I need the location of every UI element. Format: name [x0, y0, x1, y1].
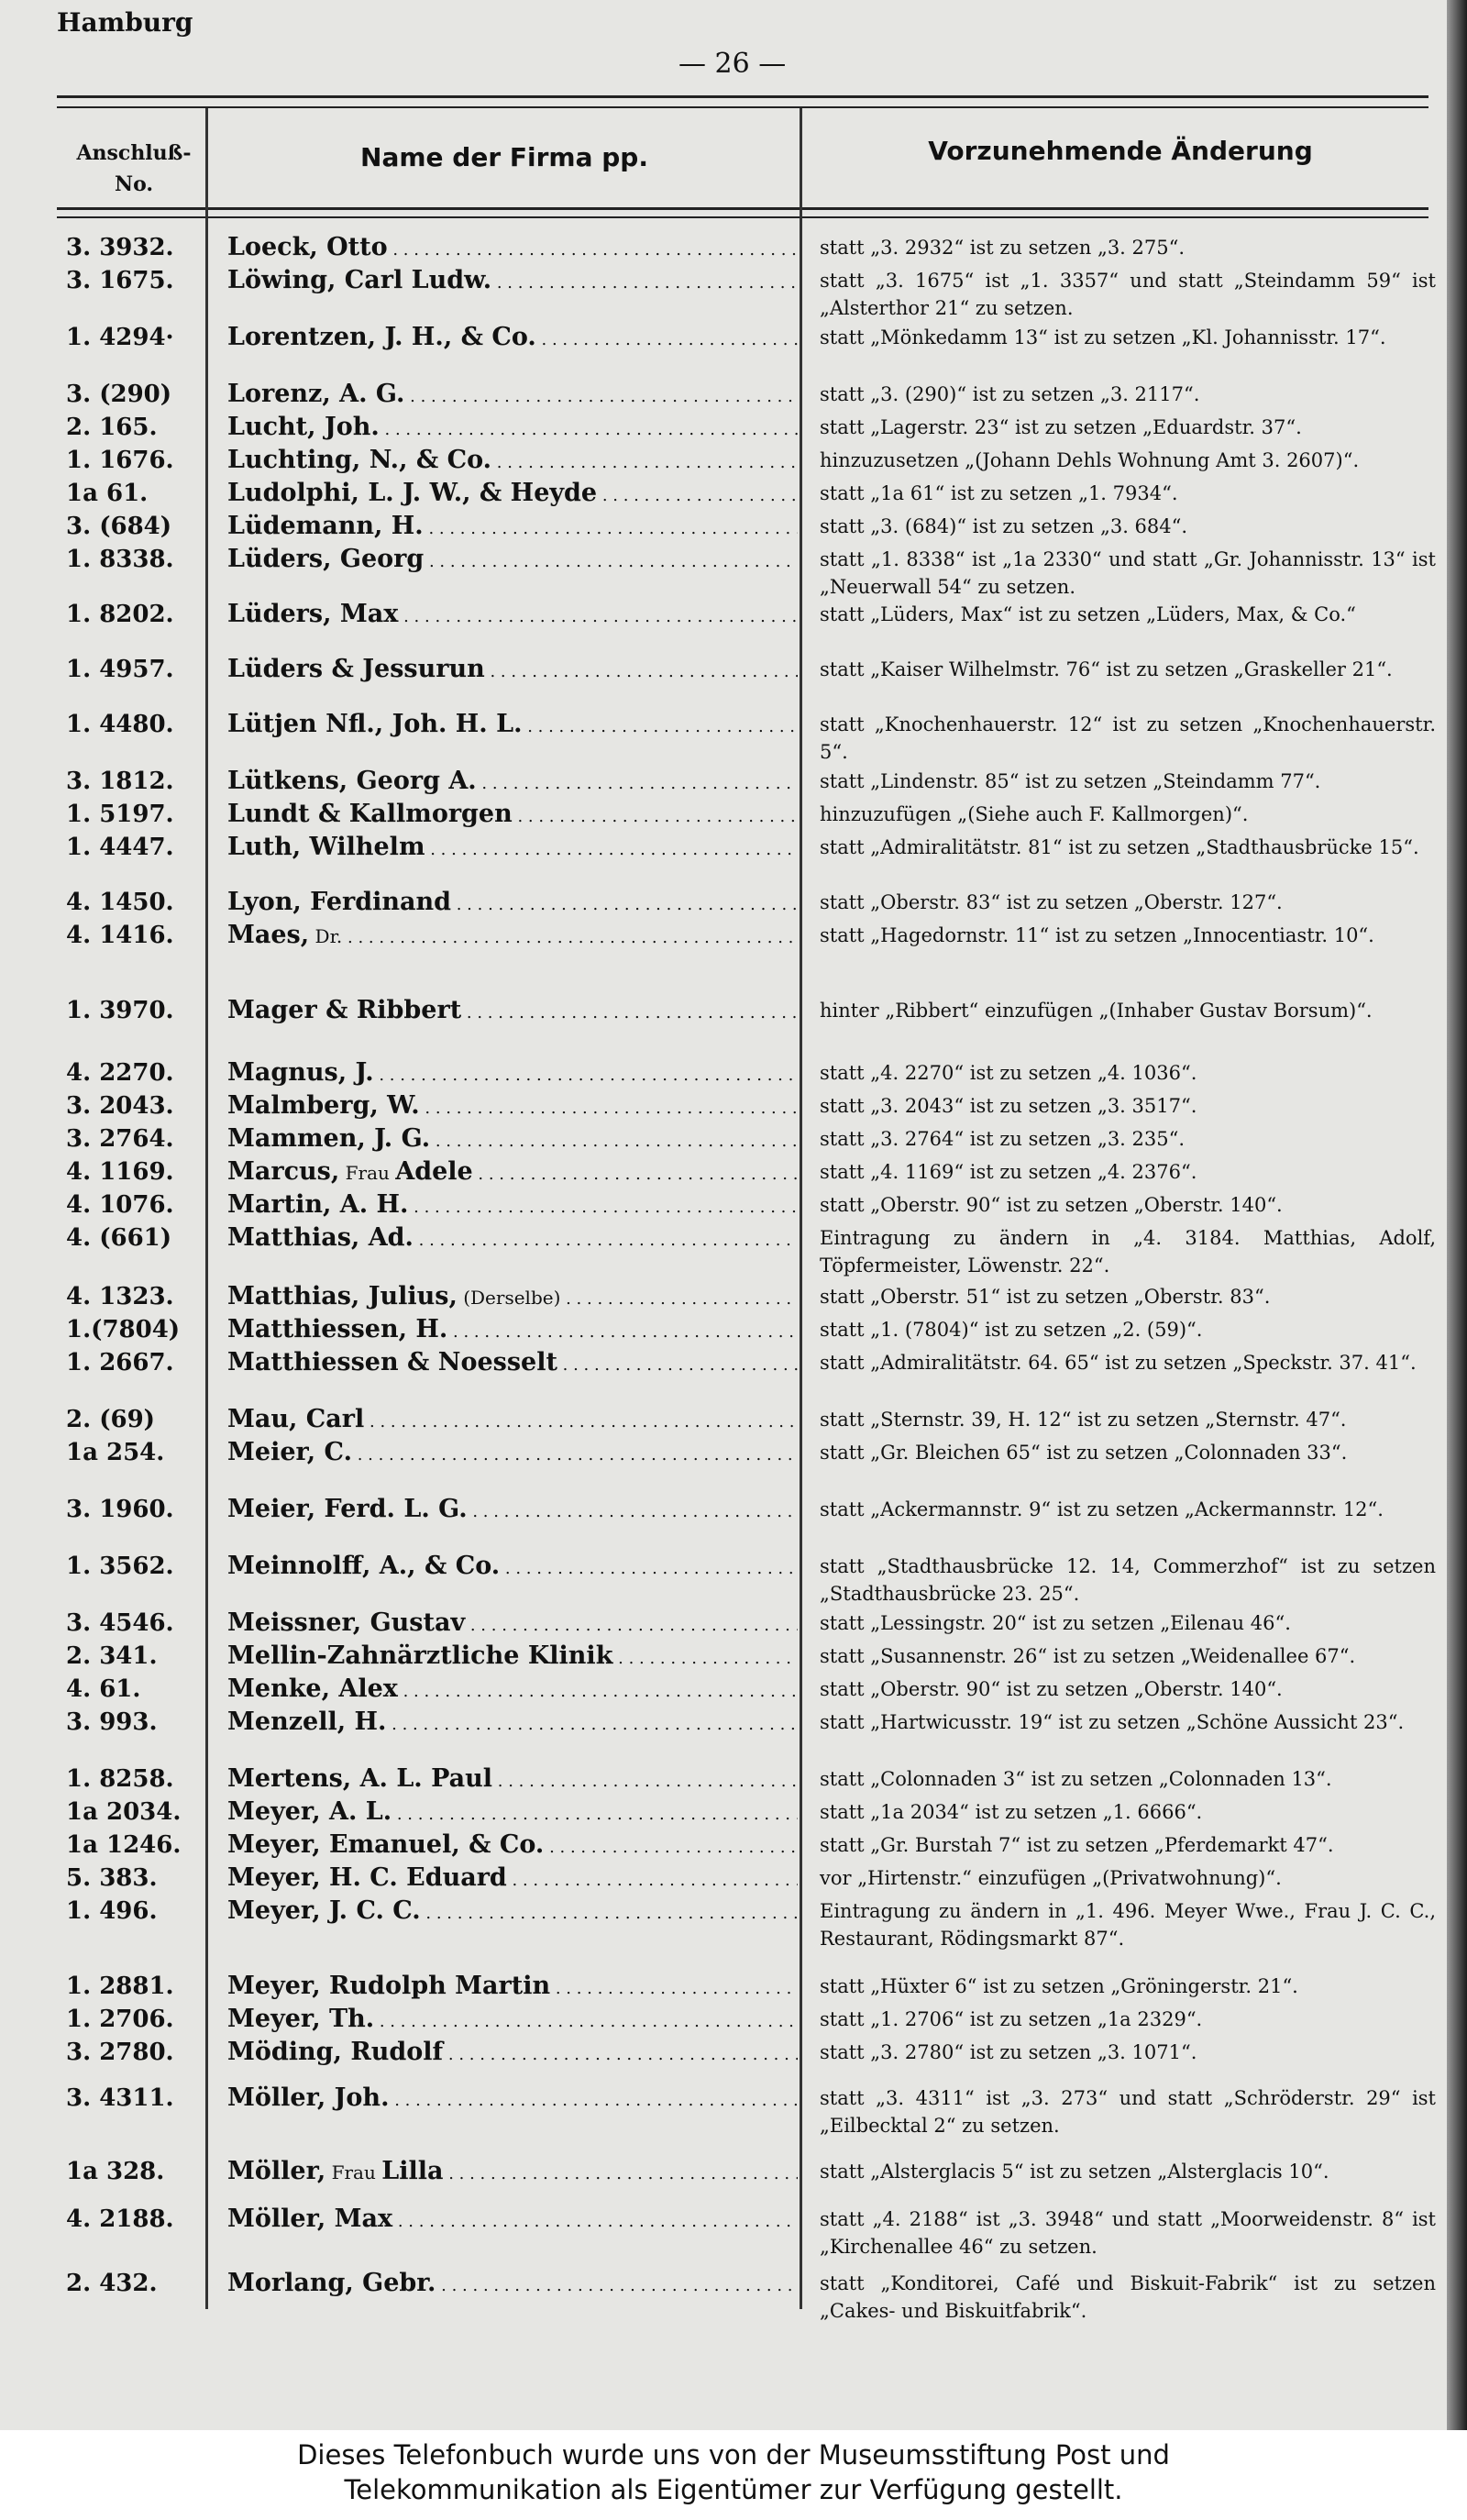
entry-change: statt „3. 2764“ ist zu setzen „3. 235“. [820, 1128, 1186, 1150]
entry-name-extra: Frau [339, 1162, 396, 1184]
entry-name-main: Meier, C. [227, 1438, 352, 1466]
entry-number: 1. 1676. [66, 447, 174, 474]
entry-name [227, 1829, 798, 1864]
entry-name [227, 1346, 798, 1382]
entry-change: statt „4. 2188“ ist „3. 3948“ und statt „Moorweidenstr. 8“ ist „Kirchenallee 46“ zu setzen. [820, 2208, 1436, 2258]
entry-change: statt „Lindenstr. 85“ ist zu setzen „Steindamm 77“. [820, 770, 1321, 792]
entry-number: 1a 328. [66, 2158, 165, 2185]
entry-name [227, 831, 798, 867]
entry-name [227, 2082, 798, 2117]
entry-number: 1a 61. [66, 480, 149, 507]
entry-change: statt „Lessingstr. 20“ ist zu setzen „Eilenau 46“. [820, 1612, 1291, 1634]
entry-name-extra: Frau [325, 2161, 382, 2183]
entry-name [227, 994, 798, 1030]
entry-change: statt „Konditorei, Café und Biskuit-Fabrik“ ist zu setzen „Cakes- und Biskuitfabrik“. [820, 2272, 1436, 2322]
entry-number: 1. 2881. [66, 1973, 174, 2000]
entry-name [227, 1706, 798, 1741]
entry-number: 1. 3970. [66, 997, 174, 1024]
entry-name [227, 1493, 798, 1529]
column-header-change: Vorzunehmende Änderung [928, 136, 1313, 166]
entry-name-main: Menzell, H. [227, 1708, 387, 1736]
entry-change: statt „Knochenhauerstr. 12“ ist zu setzen „Knochenhauerstr. 5“. [820, 713, 1436, 763]
entry-name [227, 2203, 798, 2238]
entry-name [227, 444, 798, 480]
footer-notice [0, 2430, 1467, 2520]
entry-name-main: Morlang, Gebr. [227, 2269, 436, 2297]
entry-number: 2. 432. [66, 2270, 158, 2297]
entry-name-main: Meier, Ferd. L. G. [227, 1495, 468, 1523]
entry-name [227, 2267, 798, 2303]
entry-name-main: Möding, Rudolf [227, 2038, 444, 2066]
entry-name [227, 543, 798, 579]
entry-change: statt „Stadthausbrücke 12. 14, Commerzhof“ ist zu setzen „Stadthausbrücke 23. 25“. [820, 1555, 1436, 1605]
entry-name [227, 1056, 798, 1092]
entry-number: 3. 993. [66, 1708, 158, 1736]
entry-change: statt „3. 2043“ ist zu setzen „3. 3517“. [820, 1095, 1197, 1117]
entry-name-main: Mau, Carl [227, 1405, 365, 1433]
entry-change: statt „4. 1169“ ist zu setzen „4. 2376“. [820, 1161, 1197, 1183]
header-rule-inner [57, 216, 1428, 218]
entry-number: 1. 8202. [66, 601, 174, 628]
entry-name-main: Lorenz, A. G. [227, 380, 405, 408]
entry-name [227, 1188, 798, 1224]
entry-name-main: Mammen, J. G. [227, 1124, 431, 1153]
entry-number: 3. 2764. [66, 1125, 174, 1153]
entry-name [227, 510, 798, 546]
entry-name-main: Lüders, Georg [227, 545, 425, 573]
top-rule [57, 95, 1428, 98]
entry-number: 4. 1076. [66, 1191, 174, 1219]
entry-name [227, 1221, 798, 1257]
entry-name [227, 1970, 798, 2006]
entry-name-main: Maes, [227, 921, 310, 949]
entry-number: 3. 1960. [66, 1496, 174, 1523]
entry-number: 1. 5197. [66, 801, 174, 828]
entry-name-main: Lundt & Kallmorgen [227, 800, 513, 828]
entry-name [227, 2155, 798, 2191]
entry-name-main: Lüders & Jessurun [227, 655, 485, 683]
entry-change: statt „3. (684)“ ist zu setzen „3. 684“. [820, 515, 1188, 537]
entry-name-main: Meyer, H. C. Eduard [227, 1863, 507, 1892]
column-divider-2 [800, 108, 802, 2309]
entry-number: 4. (661) [66, 1224, 172, 1252]
entry-name [227, 411, 798, 447]
entry-number: 4. 1416. [66, 922, 174, 949]
entry-name [227, 598, 798, 634]
entry-number: 1. 4957. [66, 656, 174, 683]
top-rule-inner [57, 106, 1428, 108]
entry-change: statt „1. (7804)“ ist zu setzen „2. (59)“. [820, 1319, 1203, 1341]
entry-number: 1a 2034. [66, 1798, 182, 1826]
entry-name-tail: Lilla [381, 2157, 444, 2185]
entry-name [227, 1122, 798, 1158]
entry-name [227, 477, 798, 513]
entry-change: Eintragung zu ändern in „4. 3184. Matthias, Adolf, Töpfermeister, Löwenstr. 22“. [820, 1227, 1436, 1277]
entry-name [227, 1155, 798, 1191]
entry-change: statt „Alsterglacis 5“ ist zu setzen „Alsterglacis 10“. [820, 2161, 1329, 2183]
entry-change: statt „3. 2932“ ist zu setzen „3. 275“. [820, 237, 1186, 259]
entry-name-main: Mager & Ribbert [227, 996, 462, 1024]
entry-change: statt „Oberstr. 51“ ist zu setzen „Oberstr. 83“. [820, 1286, 1271, 1308]
entry-name-main: Meyer, A. L. [227, 1797, 392, 1826]
entry-number: 2. (69) [66, 1406, 155, 1433]
entry-change: statt „1. 2706“ ist zu setzen „1a 2329“. [820, 2008, 1203, 2030]
entry-change: statt „Oberstr. 83“ ist zu setzen „Oberstr. 127“. [820, 891, 1283, 913]
city-heading: Hamburg [57, 7, 193, 38]
entry-number: 3. 3932. [66, 234, 174, 261]
column-divider-1 [205, 108, 208, 2309]
entry-number: 3. 4311. [66, 2084, 174, 2112]
entry-name-tail: Adele [395, 1157, 473, 1186]
entry-name-main: Lütkens, Georg A. [227, 767, 477, 795]
entry-number: 4. 1450. [66, 889, 174, 916]
entry-name [227, 321, 798, 357]
entry-number: 1. 3562. [66, 1553, 174, 1580]
entry-number: 1. 2706. [66, 2006, 174, 2033]
entry-number: 1. 8338. [66, 546, 174, 573]
entry-number: 1. 4447. [66, 834, 174, 861]
entry-name-main: Meyer, Th. [227, 2005, 375, 2033]
entry-name-main: Löwing, Carl Ludw. [227, 266, 492, 294]
entry-number: 3. 2780. [66, 2039, 174, 2066]
entry-name [227, 708, 798, 744]
entry-number: 1a 1246. [66, 1831, 182, 1859]
entry-name [227, 2003, 798, 2039]
entry-change: statt „Oberstr. 90“ ist zu setzen „Oberstr. 140“. [820, 1678, 1283, 1700]
entry-number: 1. 496. [66, 1897, 158, 1925]
entry-name [227, 919, 798, 955]
entry-number: 2. 165. [66, 414, 158, 441]
entry-number: 4. 1323. [66, 1283, 174, 1310]
entry-name-main: Menke, Alex [227, 1674, 398, 1703]
entry-name [227, 886, 798, 922]
entry-change: statt „1. 8338“ ist „1a 2330“ und statt „Gr. Johannisstr. 13“ ist „Neuerwall 54“ zu setzen. [820, 548, 1436, 598]
entry-number: 1. 4294· [66, 324, 174, 351]
entry-number: 4. 61. [66, 1675, 141, 1703]
entry-name [227, 1403, 798, 1439]
entry-name-main: Lütjen Nfl., Joh. H. L. [227, 710, 523, 738]
entry-name [227, 1862, 798, 1897]
entry-name-main: Lüders, Max [227, 600, 399, 628]
page-number: — 26 — [678, 48, 787, 80]
entry-change: hinzuzusetzen „(Johann Dehls Wohnung Amt 3. 2607)“. [820, 449, 1360, 471]
entry-change: statt „4. 2270“ ist zu setzen „4. 1036“. [820, 1062, 1197, 1084]
header-rule [57, 207, 1428, 210]
entry-name-extra: (Derselbe) [457, 1287, 561, 1309]
entry-name-main: Meyer, Rudolph Martin [227, 1972, 551, 2000]
entry-name [227, 765, 798, 801]
entry-name-main: Lucht, Joh. [227, 413, 380, 441]
entry-name-main: Mellin-Zahnärztliche Klinik [227, 1641, 613, 1670]
footer-line-2: Telekommunikation als Eigentümer zur Verfügung gestellt. [344, 2474, 1123, 2505]
entry-change: statt „Sternstr. 39, H. 12“ ist zu setzen „Sternstr. 47“. [820, 1409, 1347, 1431]
page-edge-shadow [1447, 0, 1467, 2430]
entry-number: 1a 254. [66, 1439, 165, 1466]
entry-name [227, 1550, 798, 1586]
entry-name-main: Möller, [227, 2157, 326, 2185]
entry-change: hinter „Ribbert“ einzufügen „(Inhaber Gustav Borsum)“. [820, 1000, 1373, 1022]
entry-change: statt „1a 2034“ ist zu setzen „1. 6666“. [820, 1801, 1203, 1823]
entry-change: statt „Kaiser Wilhelmstr. 76“ ist zu setzen „Graskeller 21“. [820, 658, 1393, 680]
entry-number: 2. 341. [66, 1642, 158, 1670]
entry-number: 4. 1169. [66, 1158, 174, 1186]
entry-name [227, 1607, 798, 1642]
entry-change: statt „Ackermannstr. 9“ ist zu setzen „Ackermannstr. 12“. [820, 1498, 1384, 1520]
entry-number: 3. 1675. [66, 267, 174, 294]
entry-change: statt „1a 61“ ist zu setzen „1. 7934“. [820, 482, 1178, 504]
entry-name [227, 1280, 798, 1316]
entry-name [227, 1436, 798, 1472]
entry-name [227, 1313, 798, 1349]
entry-name [227, 264, 798, 300]
entry-change: statt „Mönkedamm 13“ ist zu setzen „Kl. Johannisstr. 17“. [820, 326, 1386, 348]
footer-line-1: Dieses Telefonbuch wurde uns von der Museumsstiftung Post und [297, 2439, 1170, 2470]
entry-name [227, 378, 798, 414]
entry-name-main: Meyer, Emanuel, & Co. [227, 1830, 545, 1859]
entry-name-main: Loeck, Otto [227, 233, 388, 261]
column-header-number: Anschluß-No. [76, 141, 192, 196]
entry-name [227, 1763, 798, 1798]
entry-change: statt „Gr. Bleichen 65“ ist zu setzen „Colonnaden 33“. [820, 1442, 1348, 1464]
entry-change: statt „Lüders, Max“ ist zu setzen „Lüders, Max, & Co.“ [820, 603, 1356, 625]
entry-name [227, 1673, 798, 1708]
entry-name-main: Ludolphi, L. J. W., & Heyde [227, 479, 598, 507]
entry-name-main: Malmberg, W. [227, 1091, 420, 1120]
entry-change: statt „Hagedornstr. 11“ ist zu setzen „Innocentiastr. 10“. [820, 924, 1374, 946]
entry-change: statt „3. 1675“ ist „1. 3357“ und statt „Steindamm 59“ ist „Alsterthor 21“ zu setzen. [820, 270, 1436, 319]
entry-name-main: Matthiessen, H. [227, 1315, 448, 1343]
entry-name-main: Meinnolff, A., & Co. [227, 1552, 501, 1580]
entry-number: 1. 2667. [66, 1349, 174, 1376]
entry-name-main: Marcus, [227, 1157, 340, 1186]
entry-number: 5. 383. [66, 1864, 158, 1892]
entry-number: 3. (684) [66, 513, 172, 540]
entry-change: statt „Susannenstr. 26“ ist zu setzen „Weidenallee 67“. [820, 1645, 1356, 1667]
entry-change: statt „Colonnaden 3“ ist zu setzen „Colonnaden 13“. [820, 1768, 1332, 1790]
entry-name [227, 1640, 798, 1675]
entry-number: 1. 4480. [66, 711, 174, 738]
entry-name [227, 1895, 798, 1930]
entry-name-main: Möller, Joh. [227, 2083, 390, 2112]
entry-change: statt „3. 4311“ ist „3. 273“ und statt „Schröderstr. 29“ ist „Eilbecktal 2“ zu setzen. [820, 2087, 1436, 2137]
entry-name-main: Möller, Max [227, 2205, 393, 2233]
entry-name-main: Lyon, Ferdinand [227, 888, 452, 916]
entry-name-main: Matthiessen & Noesselt [227, 1348, 557, 1376]
entry-change: statt „3. (290)“ ist zu setzen „3. 2117“. [820, 383, 1200, 405]
entry-name-main: Luchting, N., & Co. [227, 446, 492, 474]
entry-change: statt „Hüxter 6“ ist zu setzen „Gröningerstr. 21“. [820, 1975, 1298, 1997]
entry-name-main: Mertens, A. L. Paul [227, 1764, 493, 1793]
entry-name-main: Matthias, Ad. [227, 1223, 414, 1252]
entry-name-main: Luth, Wilhelm [227, 833, 425, 861]
entry-number: 3. 2043. [66, 1092, 174, 1120]
entry-name [227, 1796, 798, 1831]
entry-number: 3. (290) [66, 381, 172, 408]
entry-name [227, 1089, 798, 1125]
entry-name-main: Matthias, Julius, [227, 1282, 458, 1310]
entry-change: statt „Lagerstr. 23“ ist zu setzen „Eduardstr. 37“. [820, 416, 1302, 438]
entry-change: statt „Gr. Burstah 7“ ist zu setzen „Pferdemarkt 47“. [820, 1834, 1334, 1856]
column-header-name: Name der Firma pp. [360, 142, 648, 172]
entry-name-main: Magnus, J. [227, 1058, 374, 1087]
entry-number: 3. 1812. [66, 768, 174, 795]
entry-change: statt „Oberstr. 90“ ist zu setzen „Oberstr. 140“. [820, 1194, 1283, 1216]
entry-name-main: Martin, A. H. [227, 1190, 409, 1219]
entry-name-main: Lüdemann, H. [227, 512, 424, 540]
entry-number: 1. 8258. [66, 1765, 174, 1793]
entry-name-main: Meyer, J. C. C. [227, 1896, 421, 1925]
entry-number: 4. 2188. [66, 2205, 174, 2233]
entry-number: 1.(7804) [66, 1316, 181, 1343]
entry-change: Eintragung zu ändern in „1. 496. Meyer Wwe., Frau J. C. C., Restaurant, Rödingsmarkt 87“. [820, 1900, 1436, 1950]
entry-number: 3. 4546. [66, 1609, 174, 1637]
entry-change: statt „3. 2780“ ist zu setzen „3. 1071“. [820, 2041, 1197, 2063]
entry-name-main: Meissner, Gustav [227, 1608, 466, 1637]
entry-name-main: Lorentzen, J. H., & Co. [227, 323, 536, 351]
entry-change: vor „Hirtenstr.“ einzufügen „(Privatwohnung)“. [820, 1867, 1282, 1889]
entry-change: statt „Admiralitätstr. 81“ ist zu setzen „Stadthausbrücke 15“. [820, 836, 1419, 858]
entry-change: statt „Hartwicusstr. 19“ ist zu setzen „Schöne Aussicht 23“. [820, 1711, 1405, 1733]
entry-name [227, 2036, 798, 2072]
entry-number: 4. 2270. [66, 1059, 174, 1087]
entry-change: hinzuzufügen „(Siehe auch F. Kallmorgen)“. [820, 803, 1249, 825]
entry-name-extra: Dr. [309, 925, 343, 947]
entry-change: statt „Admiralitätstr. 64. 65“ ist zu setzen „Speckstr. 37. 41“. [820, 1352, 1417, 1374]
entry-name [227, 798, 798, 834]
entry-name [227, 231, 798, 267]
entry-name [227, 653, 798, 689]
